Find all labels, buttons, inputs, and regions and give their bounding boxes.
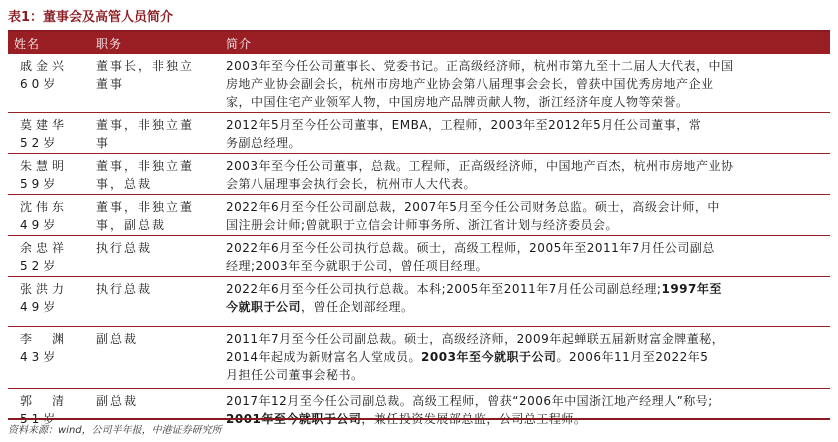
bio-cell: [220, 236, 830, 277]
table-title: 表1：董事会及高管人员简介: [8, 10, 174, 25]
person-cell: [8, 236, 90, 277]
person-cell: [8, 54, 90, 113]
bio-text: ，曾任企划部经理。: [301, 300, 414, 314]
bio-line: [226, 280, 824, 298]
person-name: 郭 清: [20, 394, 69, 408]
header-name: 姓名: [8, 32, 90, 54]
table-header-row: [8, 32, 830, 54]
table-row: [8, 154, 830, 195]
role-line: 董事，非独立董: [96, 200, 195, 214]
bio-cell: [220, 154, 830, 195]
bio-text: 2022年6月至今任公司执行总裁。本科;2005年至2011年7月任公司副总经理;: [226, 282, 662, 296]
bio-line: [226, 348, 824, 366]
role-line: 副总裁: [96, 394, 139, 408]
person-name: 戚金兴: [20, 59, 69, 73]
bio-line: 国注册会计师;曾就职于立信会计师事务所、浙江省计划与经济委员会。: [226, 218, 619, 232]
role-line: 执行总裁: [96, 241, 153, 255]
role-cell: [90, 195, 220, 236]
role-cell: [90, 54, 220, 113]
person-age: 52岁: [20, 136, 60, 150]
role-cell: [90, 327, 220, 389]
bio-cell: [220, 113, 830, 154]
role-line: 执行总裁: [96, 282, 153, 296]
bio-line: 月担任公司董事会秘书。: [226, 368, 364, 382]
table-row: [8, 236, 830, 277]
person-age: 49岁: [20, 300, 60, 314]
person-age: 49岁: [20, 218, 60, 232]
bio-line: 2011年7月至今任公司副总裁。硕士，高级经济师，2009年起蝉联五届新财富金牌董秘，: [226, 332, 725, 346]
bio-line: 房地产业协会副会长，杭州市房地产业协会第八届理事会会长，曾获中国优秀房地产企业: [226, 77, 714, 91]
person-name: 沈伟东: [20, 200, 69, 214]
bio-bold-text: 今就职于公司: [226, 300, 302, 314]
person-cell: [8, 195, 90, 236]
person-name: 朱慧明: [20, 159, 69, 173]
role-cell: [90, 277, 220, 327]
person-name: 李 渊: [20, 332, 69, 346]
person-age: 43岁: [20, 350, 60, 364]
executives-table: [8, 32, 830, 435]
person-age: 60岁: [20, 77, 60, 91]
bio-cell: [220, 195, 830, 236]
bio-line: 2012年5月至今任公司董事，EMBA，工程师，2003年至2012年5月任公司董事，常: [226, 118, 702, 132]
bio-line: 2017年12月至今任公司副总裁。高级工程师，曾获“2006年中国浙江地产经理人”称号;: [226, 394, 713, 408]
role-line: 董事: [96, 77, 125, 91]
person-cell: [8, 327, 90, 389]
bio-cell: [220, 277, 830, 327]
bio-line: 2003年至今任公司董事，总裁。工程师，正高级经济师，中国地产百杰，杭州市房地产业协: [226, 159, 734, 173]
header-bio: 简介: [220, 32, 830, 54]
person-name: 余忠祥: [20, 241, 69, 255]
role-line: 董事，非独立董: [96, 118, 195, 132]
role-line: 事，副总裁: [96, 218, 167, 232]
bio-line: [226, 298, 824, 316]
bottom-rule: [8, 418, 830, 420]
role-line: 副总裁: [96, 332, 139, 346]
role-line: 事，总裁: [96, 177, 153, 191]
person-name: 莫建华: [20, 118, 69, 132]
person-cell: [8, 154, 90, 195]
bio-line: 会第八届理事会执行会长，杭州市人大代表。: [226, 177, 477, 191]
bio-line: 2003年至今任公司董事长、党委书记。正高级经济师，杭州市第九至十二届人大代表，中国: [226, 59, 734, 73]
role-line: 董事，非独立董: [96, 159, 195, 173]
table-row: [8, 113, 830, 154]
table-row: [8, 327, 830, 389]
header-role: 职务: [90, 32, 220, 54]
role-cell: [90, 154, 220, 195]
bio-line: 务副总经理。: [226, 136, 302, 150]
person-age: 59岁: [20, 177, 60, 191]
person-age: 52岁: [20, 259, 60, 273]
bio-cell: [220, 54, 830, 113]
role-cell: [90, 113, 220, 154]
bio-text: 2014年起成为新财富名人堂成员。: [226, 350, 422, 364]
person-name: 张洪力: [20, 282, 69, 296]
bio-line: 家，中国住宅产业领军人物，中国房地产品牌贡献人物，浙江经济年度人物等荣誉。: [226, 95, 689, 109]
source-note: 资料来源：wind，公司半年报，中港证券研究所: [8, 425, 222, 436]
role-line: 董事长，非独立: [96, 59, 195, 73]
role-line: 事: [96, 136, 111, 150]
table-row: [8, 54, 830, 113]
bio-line: 经理;2003年至今就职于公司，曾任项目经理。: [226, 259, 489, 273]
bio-bold-text: 1997年至: [661, 282, 722, 296]
role-cell: [90, 236, 220, 277]
bio-line: 2022年6月至今任公司执行总裁。硕士，高级工程师，2005年至2011年7月任公司副总: [226, 241, 715, 255]
table-row: [8, 195, 830, 236]
table-row: [8, 277, 830, 327]
bio-text: 。2006年11月至2022年5: [556, 350, 709, 364]
person-cell: [8, 277, 90, 327]
bio-cell: [220, 389, 830, 435]
bio-cell: [220, 327, 830, 389]
bio-bold-text: 2003年至今就职于公司: [421, 350, 557, 364]
person-cell: [8, 113, 90, 154]
bio-line: 2022年6月至今任公司副总裁，2007年5月至今任公司财务总监。硕士，高级会计师，中: [226, 200, 720, 214]
